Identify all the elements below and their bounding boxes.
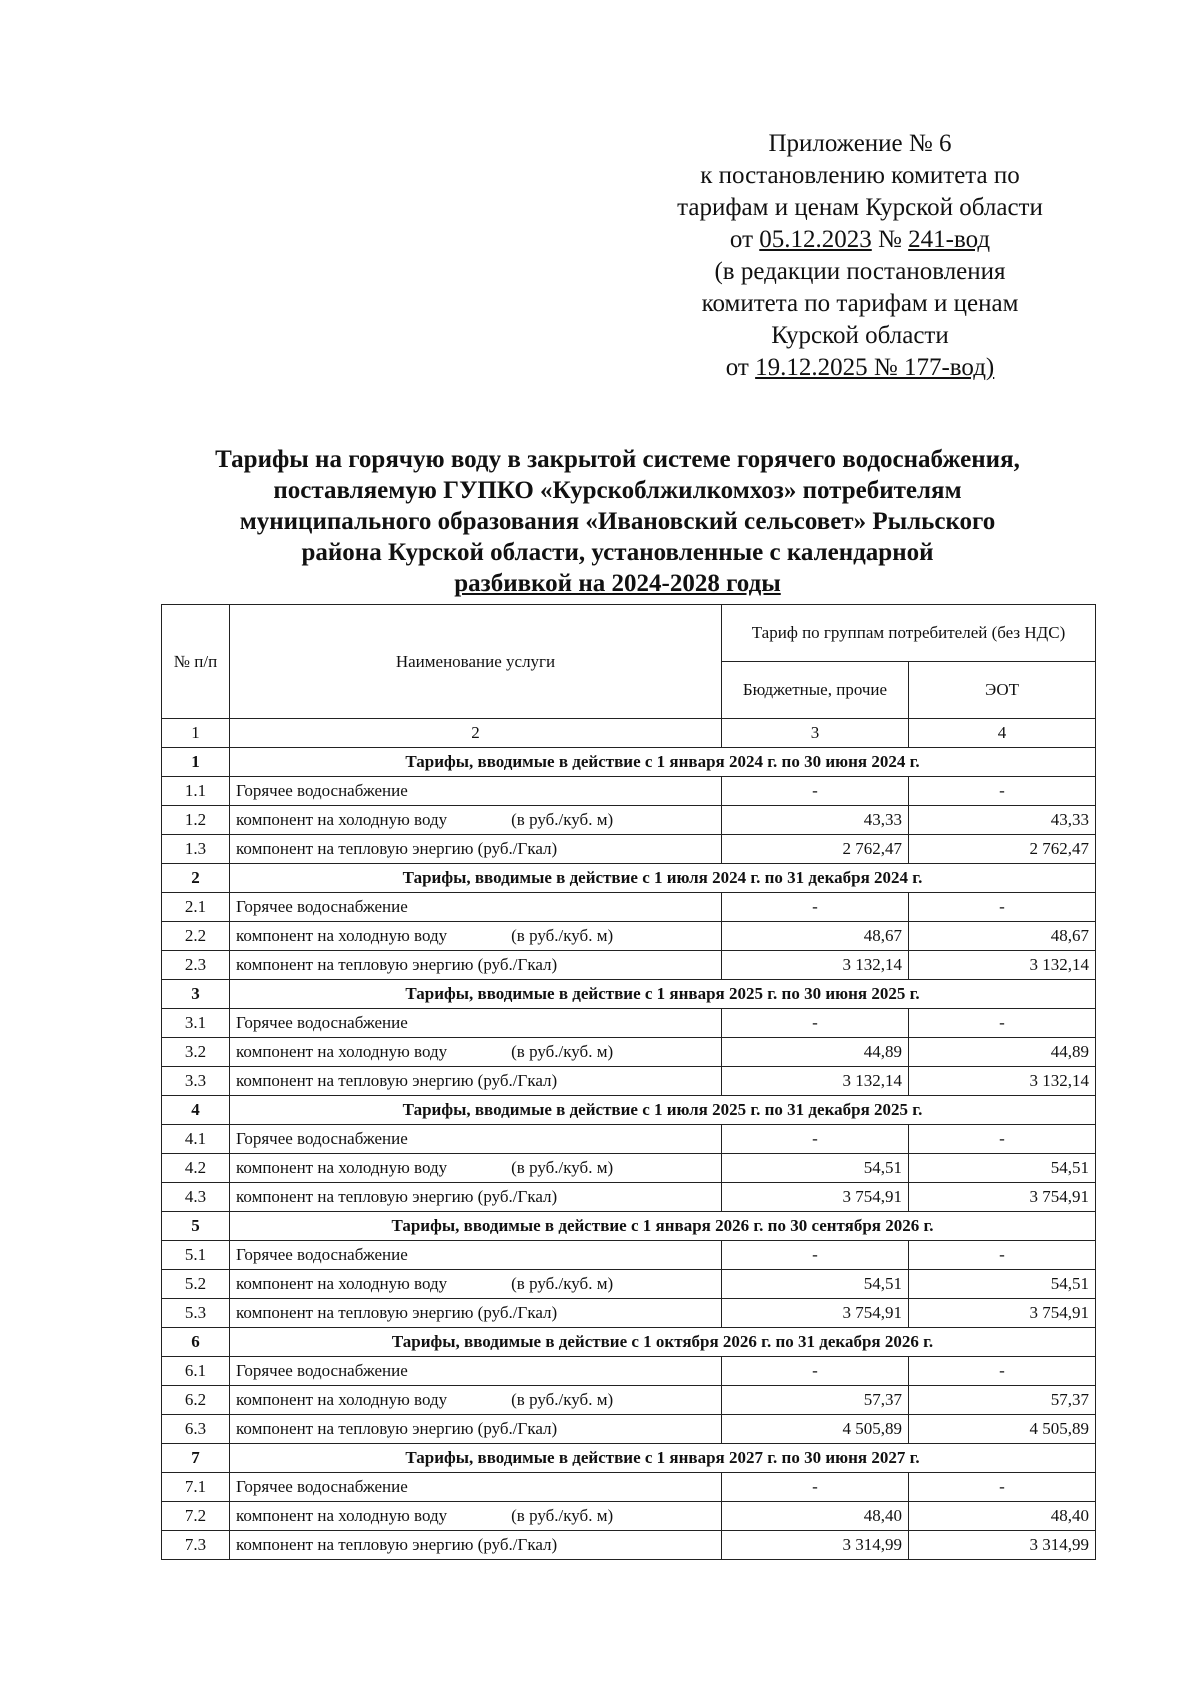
index-cell: 2 <box>230 719 722 748</box>
section-title: Тарифы, вводимые в действие с 1 января 2025 г. по 30 июня 2025 г. <box>230 980 1096 1009</box>
tariff-eot-value: 3 754,91 <box>909 1183 1096 1212</box>
section-title: Тарифы, вводимые в действие с 1 января 2024 г. по 30 июня 2024 г. <box>230 748 1096 777</box>
index-cell: 3 <box>722 719 909 748</box>
tariff-budget-value: - <box>722 1473 909 1502</box>
table-row <box>162 1502 1096 1531</box>
section-row <box>162 1328 1096 1357</box>
service-name <box>230 806 722 835</box>
tariff-eot-value: 54,51 <box>909 1270 1096 1299</box>
cold-component-unit: (в руб./куб. м) <box>511 1506 614 1525</box>
service-name: Горячее водоснабжение <box>230 777 722 806</box>
cold-component-unit: (в руб./куб. м) <box>511 1042 614 1061</box>
document-title <box>150 444 1085 599</box>
table-row <box>162 806 1096 835</box>
appendix-line-7: Курской области <box>771 322 949 349</box>
service-name: компонент на тепловую энергию (руб./Гкал) <box>230 1067 722 1096</box>
tariff-eot-value: 3 314,99 <box>909 1531 1096 1560</box>
tariff-eot-value: 43,33 <box>909 806 1096 835</box>
service-name <box>230 1386 722 1415</box>
tariff-eot-value: 3 132,14 <box>909 951 1096 980</box>
row-number: 2.2 <box>162 922 230 951</box>
table-index-row <box>162 719 1096 748</box>
row-number: 1.2 <box>162 806 230 835</box>
service-name <box>230 922 722 951</box>
table-row <box>162 1386 1096 1415</box>
header-col4: ЭОТ <box>909 662 1096 719</box>
service-name: Горячее водоснабжение <box>230 1009 722 1038</box>
tariff-eot-value: - <box>909 1357 1096 1386</box>
section-row <box>162 1444 1096 1473</box>
tariff-budget-value: 48,67 <box>722 922 909 951</box>
appendix-line-6: комитета по тарифам и ценам <box>701 290 1019 317</box>
row-number: 1.1 <box>162 777 230 806</box>
tariff-eot-value: - <box>909 1241 1096 1270</box>
table-header-row <box>162 605 1096 662</box>
index-cell: 1 <box>162 719 230 748</box>
row-number: 6.3 <box>162 1415 230 1444</box>
appendix-line-8 <box>640 352 1080 384</box>
service-name: компонент на тепловую энергию (руб./Гкал) <box>230 1415 722 1444</box>
service-name <box>230 1502 722 1531</box>
row-number: 4.1 <box>162 1125 230 1154</box>
service-name: компонент на тепловую энергию (руб./Гкал) <box>230 1531 722 1560</box>
tariff-budget-value: - <box>722 893 909 922</box>
service-name: Горячее водоснабжение <box>230 1125 722 1154</box>
tariff-budget-value: - <box>722 1357 909 1386</box>
decree-date: 05.12.2023 <box>759 226 872 253</box>
cold-component-label: компонент на холодную воду <box>236 1390 448 1409</box>
cold-component-unit: (в руб./куб. м) <box>511 926 614 945</box>
appendix-line-1: Приложение № 6 <box>768 130 952 157</box>
tariff-budget-value: 54,51 <box>722 1154 909 1183</box>
table-row <box>162 1241 1096 1270</box>
section-number: 7 <box>162 1444 230 1473</box>
title-line-2: поставляемую ГУПКО «Курскоблжилкомхоз» потребителям <box>273 477 962 504</box>
service-name: компонент на тепловую энергию (руб./Гкал) <box>230 1183 722 1212</box>
section-number: 5 <box>162 1212 230 1241</box>
cold-component-label: компонент на холодную воду <box>236 1274 448 1293</box>
tariff-budget-value: - <box>722 1125 909 1154</box>
tariff-budget-value: 3 132,14 <box>722 951 909 980</box>
tariff-budget-value: - <box>722 1009 909 1038</box>
header-name: Наименование услуги <box>230 605 722 719</box>
section-title: Тарифы, вводимые в действие с 1 января 2026 г. по 30 сентября 2026 г. <box>230 1212 1096 1241</box>
tariff-eot-value: 44,89 <box>909 1038 1096 1067</box>
appendix-line-4-prefix: от <box>729 226 760 253</box>
cold-component-unit: (в руб./куб. м) <box>511 1390 614 1409</box>
title-line-1: Тарифы на горячую воду в закрытой системе горячего водоснабжения, <box>215 446 1020 473</box>
section-row <box>162 980 1096 1009</box>
amendment-date-number: 19.12.2025 № 177-вод) <box>755 354 995 381</box>
cold-component-unit: (в руб./куб. м) <box>511 1158 614 1177</box>
title-line-5: разбивкой на 2024-2028 годы <box>454 570 781 597</box>
header-group: Тариф по группам потребителей (без НДС) <box>722 605 1096 662</box>
header-no: № п/п <box>162 605 230 719</box>
tariff-budget-value: 44,89 <box>722 1038 909 1067</box>
section-row <box>162 1212 1096 1241</box>
table-row <box>162 1038 1096 1067</box>
service-name: Горячее водоснабжение <box>230 1241 722 1270</box>
tariff-eot-value: - <box>909 777 1096 806</box>
row-number: 7.3 <box>162 1531 230 1560</box>
row-number: 3.3 <box>162 1067 230 1096</box>
tariff-eot-value: 4 505,89 <box>909 1415 1096 1444</box>
appendix-line-2: к постановлению комитета по <box>700 162 1020 189</box>
section-number: 6 <box>162 1328 230 1357</box>
service-name: компонент на тепловую энергию (руб./Гкал) <box>230 1299 722 1328</box>
tariff-eot-value: 57,37 <box>909 1386 1096 1415</box>
cold-component-label: компонент на холодную воду <box>236 1042 448 1061</box>
tariff-budget-value: 57,37 <box>722 1386 909 1415</box>
appendix-line-3: тарифам и ценам Курской области <box>677 194 1043 221</box>
tariff-eot-value: 2 762,47 <box>909 835 1096 864</box>
table-row <box>162 1270 1096 1299</box>
row-number: 2.1 <box>162 893 230 922</box>
row-number: 7.1 <box>162 1473 230 1502</box>
tariff-budget-value: 48,40 <box>722 1502 909 1531</box>
cold-component-label: компонент на холодную воду <box>236 926 448 945</box>
row-number: 2.3 <box>162 951 230 980</box>
table-row <box>162 893 1096 922</box>
tariff-budget-value: 3 754,91 <box>722 1183 909 1212</box>
tariff-budget-value: - <box>722 1241 909 1270</box>
tariff-eot-value: 48,67 <box>909 922 1096 951</box>
cold-component-unit: (в руб./куб. м) <box>511 1274 614 1293</box>
service-name <box>230 1154 722 1183</box>
section-title: Тарифы, вводимые в действие с 1 января 2027 г. по 30 июня 2027 г. <box>230 1444 1096 1473</box>
row-number: 3.2 <box>162 1038 230 1067</box>
table-row <box>162 1357 1096 1386</box>
service-name: компонент на тепловую энергию (руб./Гкал) <box>230 951 722 980</box>
tariff-eot-value: - <box>909 893 1096 922</box>
table-row <box>162 1299 1096 1328</box>
row-number: 6.2 <box>162 1386 230 1415</box>
tariff-budget-value: 3 132,14 <box>722 1067 909 1096</box>
table-row <box>162 1473 1096 1502</box>
table-row <box>162 1009 1096 1038</box>
section-row <box>162 864 1096 893</box>
service-name: Горячее водоснабжение <box>230 1473 722 1502</box>
tariff-eot-value: - <box>909 1009 1096 1038</box>
row-number: 6.1 <box>162 1357 230 1386</box>
cold-component-label: компонент на холодную воду <box>236 810 448 829</box>
section-number: 3 <box>162 980 230 1009</box>
header-col3: Бюджетные, прочие <box>722 662 909 719</box>
service-name: Горячее водоснабжение <box>230 893 722 922</box>
table-row <box>162 1415 1096 1444</box>
decree-number: 241-вод <box>908 226 991 253</box>
table-row <box>162 1154 1096 1183</box>
tariff-eot-value: 54,51 <box>909 1154 1096 1183</box>
tariff-budget-value: 2 762,47 <box>722 835 909 864</box>
section-number: 1 <box>162 748 230 777</box>
tariff-table <box>161 604 1096 1560</box>
appendix-line-4 <box>640 224 1080 256</box>
title-line-4: района Курской области, установленные с календарной <box>301 539 934 566</box>
service-name: компонент на тепловую энергию (руб./Гкал) <box>230 835 722 864</box>
tariff-budget-value: - <box>722 777 909 806</box>
table-row <box>162 777 1096 806</box>
table-row <box>162 1067 1096 1096</box>
cold-component-label: компонент на холодную воду <box>236 1506 448 1525</box>
row-number: 5.2 <box>162 1270 230 1299</box>
tariff-budget-value: 3 314,99 <box>722 1531 909 1560</box>
service-name <box>230 1270 722 1299</box>
row-number: 7.2 <box>162 1502 230 1531</box>
row-number: 5.3 <box>162 1299 230 1328</box>
tariff-budget-value: 54,51 <box>722 1270 909 1299</box>
section-title: Тарифы, вводимые в действие с 1 июля 2024 г. по 31 декабря 2024 г. <box>230 864 1096 893</box>
table-row <box>162 1125 1096 1154</box>
tariff-eot-value: 48,40 <box>909 1502 1096 1531</box>
row-number: 4.2 <box>162 1154 230 1183</box>
service-name <box>230 1038 722 1067</box>
tariff-eot-value: - <box>909 1473 1096 1502</box>
appendix-line-5: (в редакции постановления <box>714 258 1006 285</box>
section-number: 4 <box>162 1096 230 1125</box>
cold-component-unit: (в руб./куб. м) <box>511 810 614 829</box>
section-title: Тарифы, вводимые в действие с 1 июля 2025 г. по 31 декабря 2025 г. <box>230 1096 1096 1125</box>
table-row <box>162 1183 1096 1212</box>
row-number: 1.3 <box>162 835 230 864</box>
appendix-line-4-mid: № <box>871 226 909 253</box>
service-name: Горячее водоснабжение <box>230 1357 722 1386</box>
tariff-eot-value: 3 132,14 <box>909 1067 1096 1096</box>
title-line-3: муниципального образования «Ивановский сельсовет» Рыльского <box>239 508 996 535</box>
row-number: 3.1 <box>162 1009 230 1038</box>
tariff-budget-value: 3 754,91 <box>722 1299 909 1328</box>
index-cell: 4 <box>909 719 1096 748</box>
section-row <box>162 748 1096 777</box>
table-row <box>162 1531 1096 1560</box>
appendix-block <box>640 128 1080 384</box>
cold-component-label: компонент на холодную воду <box>236 1158 448 1177</box>
table-row <box>162 951 1096 980</box>
section-row <box>162 1096 1096 1125</box>
tariff-eot-value: 3 754,91 <box>909 1299 1096 1328</box>
section-title: Тарифы, вводимые в действие с 1 октября 2026 г. по 31 декабря 2026 г. <box>230 1328 1096 1357</box>
row-number: 4.3 <box>162 1183 230 1212</box>
appendix-line-8-prefix: от <box>725 354 756 381</box>
row-number: 5.1 <box>162 1241 230 1270</box>
table-row <box>162 835 1096 864</box>
section-number: 2 <box>162 864 230 893</box>
tariff-budget-value: 4 505,89 <box>722 1415 909 1444</box>
tariff-eot-value: - <box>909 1125 1096 1154</box>
tariff-budget-value: 43,33 <box>722 806 909 835</box>
table-row <box>162 922 1096 951</box>
